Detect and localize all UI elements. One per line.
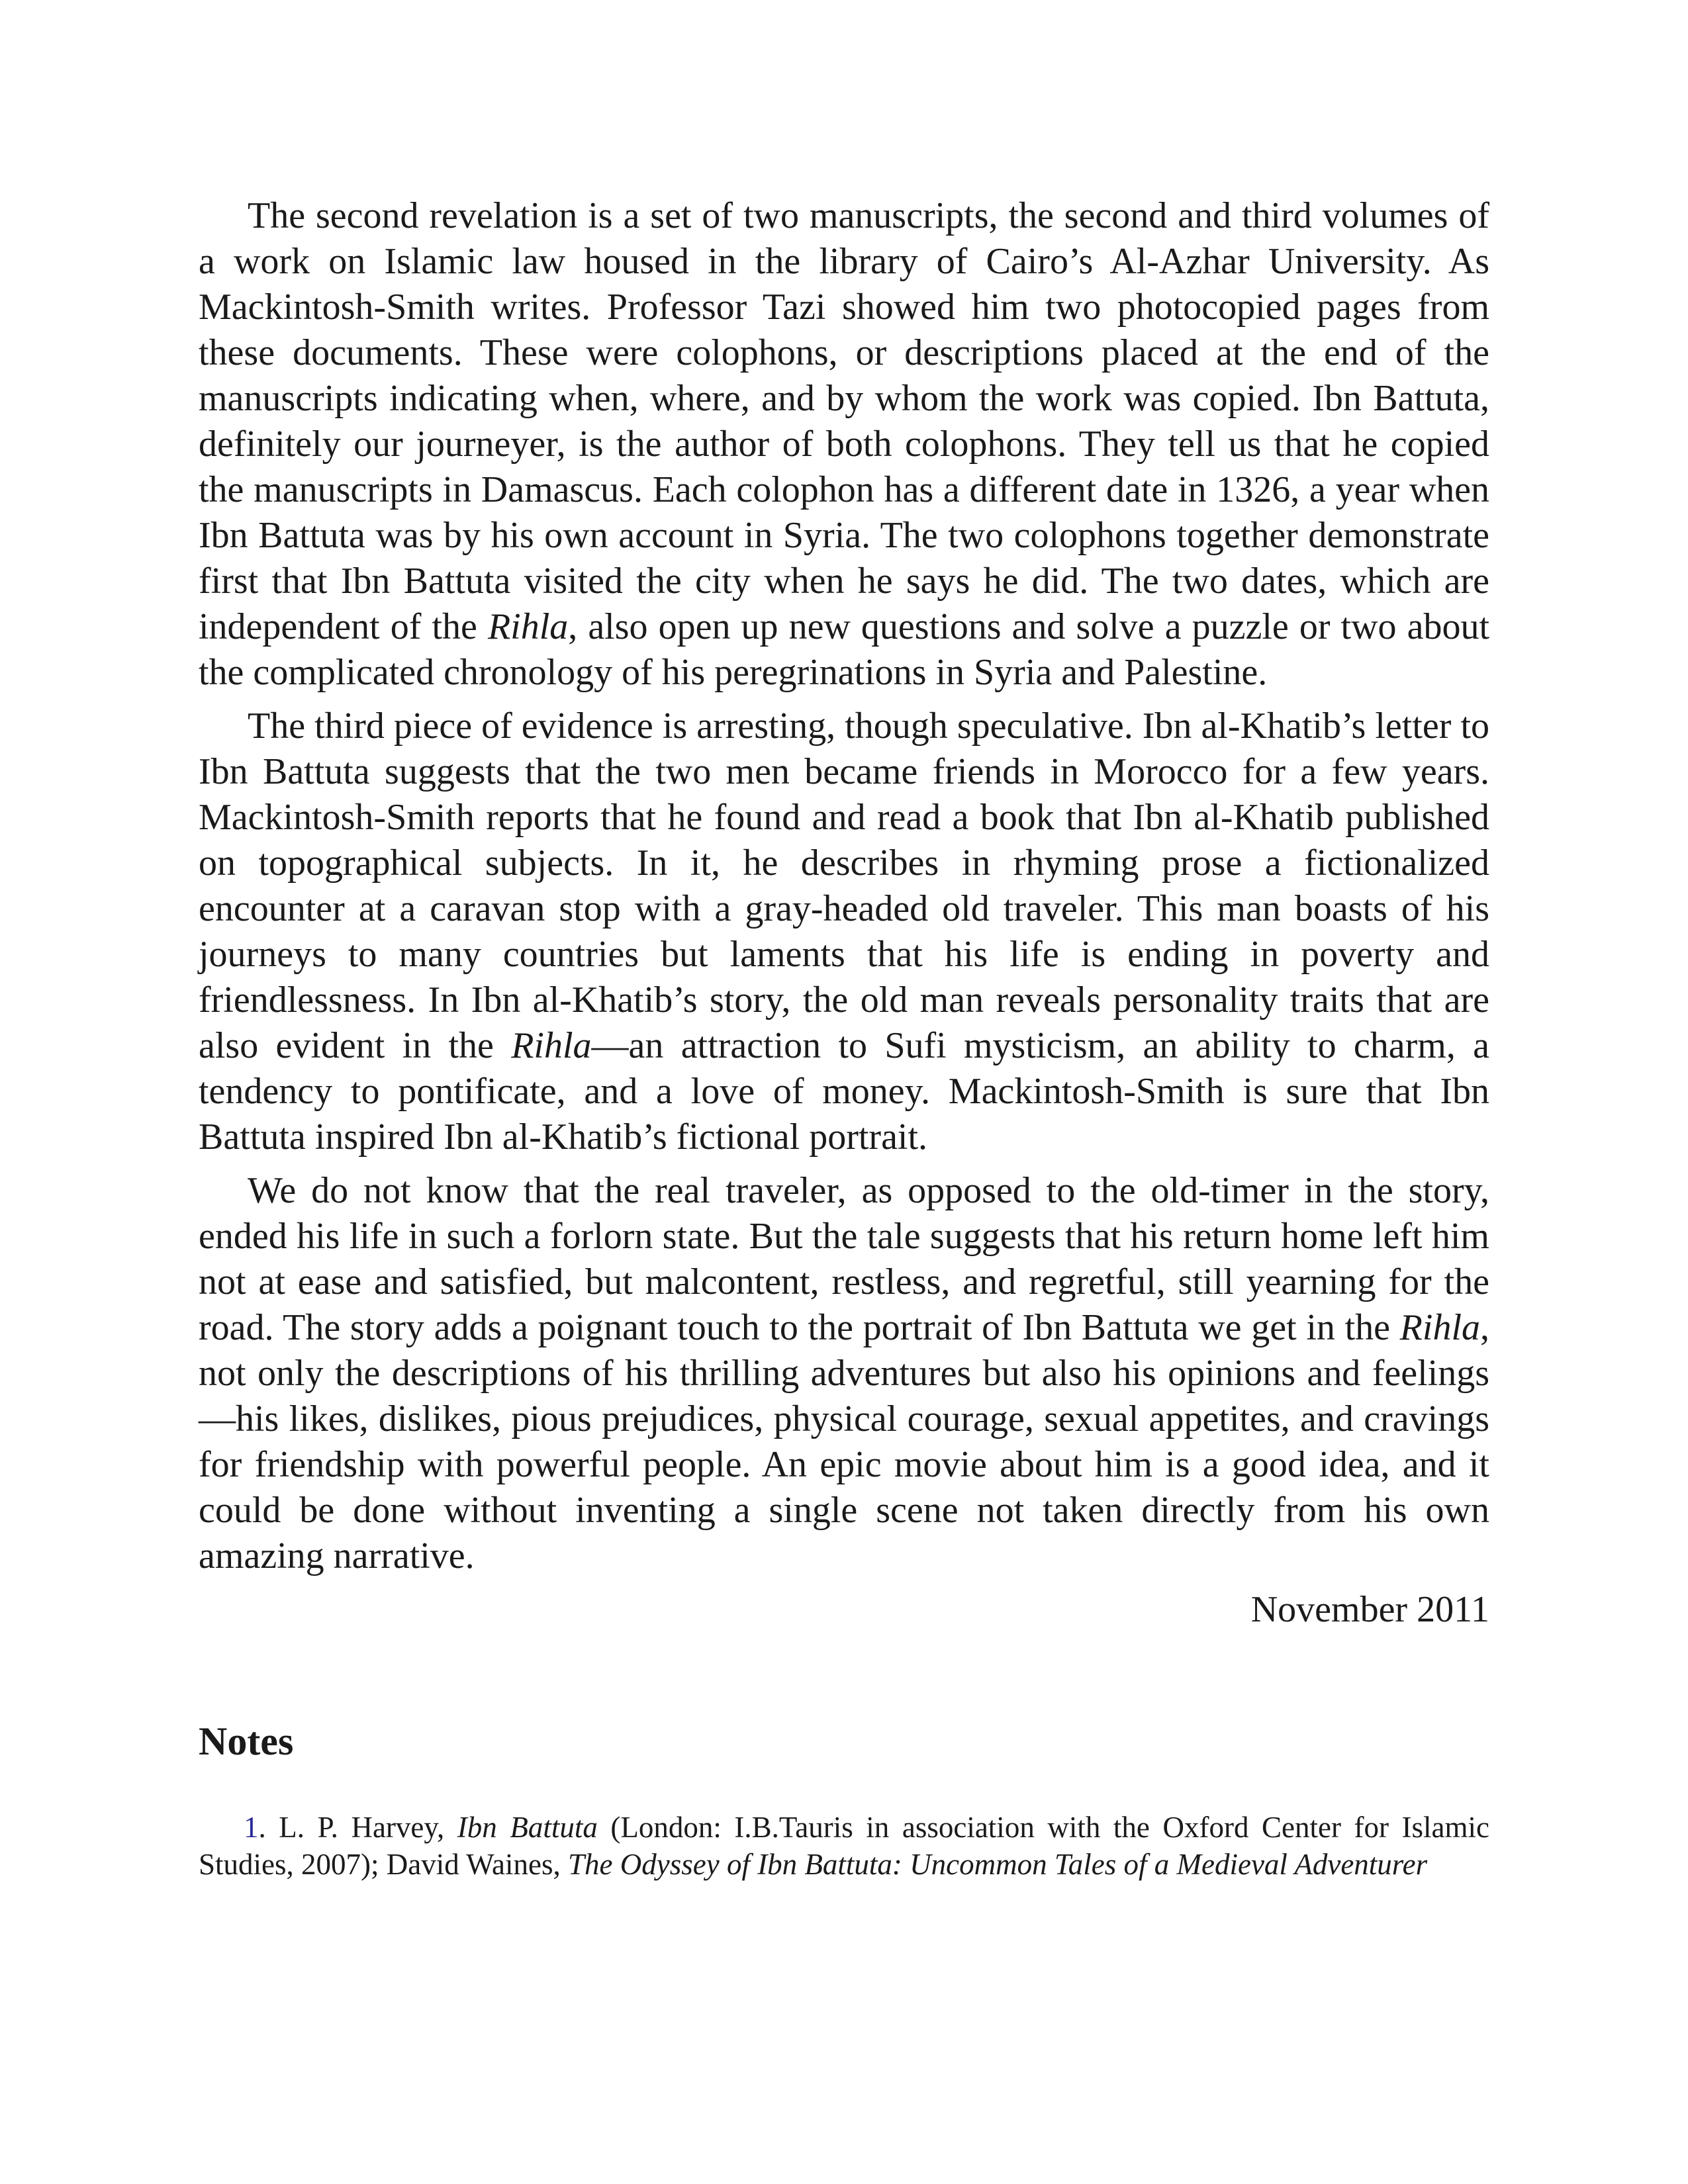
paragraph-2-text-2: —an attraction to Sufi mysticism, an ability to charm, a tendency to pontificate, and a love of money. Mackintosh-Smith is sure that Ibn Battuta inspired Ibn al-Khatib’s fictional portrait. (199, 1025, 1489, 1158)
note-1-text-2: (London: I.B.Tauris in association with the Oxford Center for Islamic Studies, 2007); David Waines, (199, 1811, 1489, 1881)
paragraph-2 (199, 704, 1489, 1160)
note-1-italic-2: The Odyssey of Ibn Battuta: Uncommon Tales of a Medieval Adventurer (568, 1848, 1428, 1881)
note-1 (199, 1809, 1489, 1883)
body-text (199, 193, 1489, 1579)
paragraph-1-text-2: , also open up new questions and solve a puzzle or two about the complicated chronology of his peregrinations in Syria and Palestine. (199, 606, 1490, 693)
paragraph-1 (199, 193, 1489, 696)
dateline: November 2011 (1250, 1589, 1489, 1630)
note-1-ref-link[interactable]: 1 (244, 1811, 259, 1844)
paragraph-3-text-2: , not only the descriptions of his thrilling adventures but also his opinions and feelings—his likes, dislikes, pious prejudices, physical courage, sexual appetites, and cravings for friendship with powerful people. An epic movie about him is a good idea, and it could be done without inventing a single scene not taken directly from his own amazing narrative. (199, 1307, 1489, 1576)
paragraph-3-text-1: We do not know that the real traveler, as opposed to the old-timer in the story, ended his life in such a forlorn state. But the tale suggests that his return home left him not at ease and satisfied, but malcontent, restless, and regretful, still yearning for the road. The story adds a poignant touch to the portrait of Ibn Battuta we get in the (199, 1170, 1489, 1348)
paragraph-2-text-1: The third piece of evidence is arresting, though speculative. Ibn al-Khatib’s letter to Ibn Battuta suggests that the two men became friends in Morocco for a few years. Mackintosh-Smith reports that he found and read a book that Ibn al-Khatib published on topographical subjects. In it, he describes in rhyming prose a fictionalized encounter at a caravan stop with a gray-headed old traveler. This man boasts of his journeys to many countries but laments that his life is ending in poverty and friendlessness. In Ibn al-Khatib’s story, the old man reveals personality traits that are also evident in the (199, 705, 1489, 1066)
document-page (199, 193, 1489, 1883)
paragraph-3 (199, 1168, 1489, 1579)
paragraph-1-italic-rihla: Rihla (487, 606, 569, 647)
paragraph-2-italic-rihla: Rihla (511, 1025, 592, 1066)
paragraph-1-text-1: The second revelation is a set of two manuscripts, the second and third volumes of a work on Islamic law housed in the library of Cairo’s Al-Azhar University. As Mackintosh-Smith writes. Professor Tazi showed him two photocopied pages from these documents. These were colophons, or descriptions placed at the end of the manuscripts indicating when, where, and by whom the work was copied. Ibn Battuta, definitely our journeyer, is the author of both colophons. They tell us that he copied the manuscripts in Damascus. Each colophon has a different date in 1326, a year when Ibn Battuta was by his own account in Syria. The two colophons together demonstrate first that Ibn Battuta visited the city when he says he did. The two dates, which are independent of the (199, 195, 1489, 647)
paragraph-3-italic-rihla: Rihla (1399, 1307, 1480, 1348)
note-1-italic-1: Ibn Battuta (457, 1811, 598, 1844)
notes-heading: Notes (199, 1719, 294, 1763)
note-1-text-1: . L. P. Harvey, (258, 1811, 457, 1844)
